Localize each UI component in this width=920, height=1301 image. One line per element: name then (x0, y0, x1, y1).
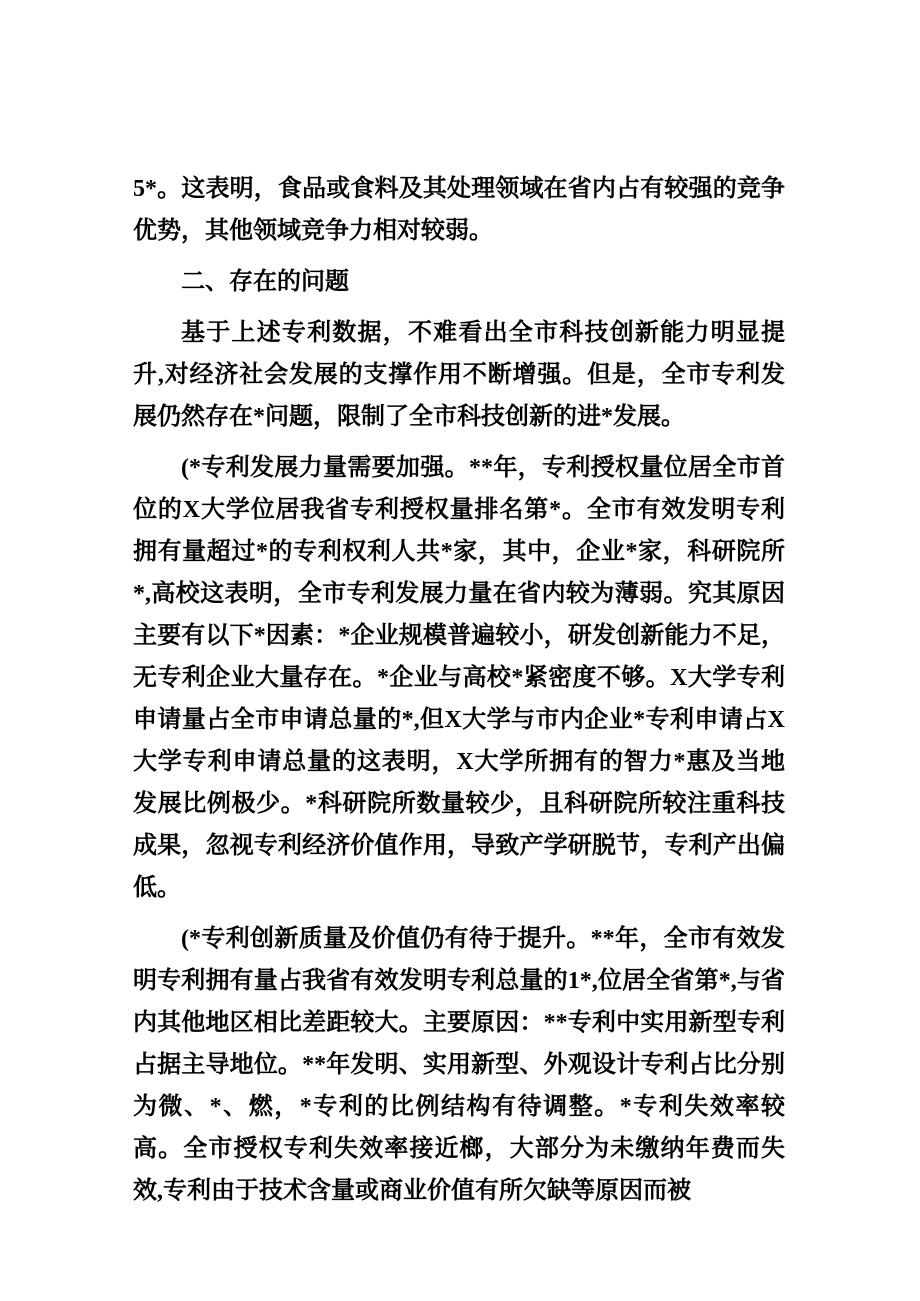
paragraph-continuation: 5*。这表明，食品或食料及其处理领域在省内占有较强的竞争优势，其他领域竞争力相对较弱。 (133, 176, 785, 244)
paragraph-overview: 基于上述专利数据，不难看出全市科技创新能力明显提升,对经济社会发展的支撑作用不断增强。但是，全市专利发展仍然存在*问题，限制了全市科技创新的进*发展。 (133, 320, 785, 430)
document-body (133, 168, 785, 1212)
paragraph-problem-1: (*专利发展力量需要加强。**年，专利授权量位居全市首位的X大学位居我省专利授权量排名第*。全市有效发明专利拥有量超过*的专利权利人共*家，其中，企业*家，科研院所*,高校这表明，全市专利发展力量在省内较为薄弱。究其原因主要有以下*因素：*企业规模普遍较小，研发创新能力不足，无专利企业大量存在。*企业与高校*紧密度不够。X大学专利申请量占全市申请总量的*,但X大学与市内企业*专利申请占X大学专利申请总量的这表明，X大学所拥有的智力*惠及当地发展比例极少。*科研院所数量较少，且科研院所较注重科技成果，忽视专利经济价值作用，导致产学研脱节，专利产出偏低。 (133, 455, 785, 901)
section-heading: 二、存在的问题 (181, 269, 349, 295)
paragraph-problem-2: (*专利创新质量及价值仍有待于提升。**年，全市有效发明专利拥有量占我省有效发明专利总量的1*,位居全省第*,与省内其他地区相比差距较大。主要原因：**专利中实用新型专利占据主导地位。**年发明、实用新型、外观设计专利占比分别为微、*、燃，*专利的比例结构有待调整。*专利失效率较高。全市授权专利失效率接近榔，大部分为未缴纳年费而失效,专利由于技术含量或商业价值有所欠缺等原因而被 (133, 926, 785, 1204)
